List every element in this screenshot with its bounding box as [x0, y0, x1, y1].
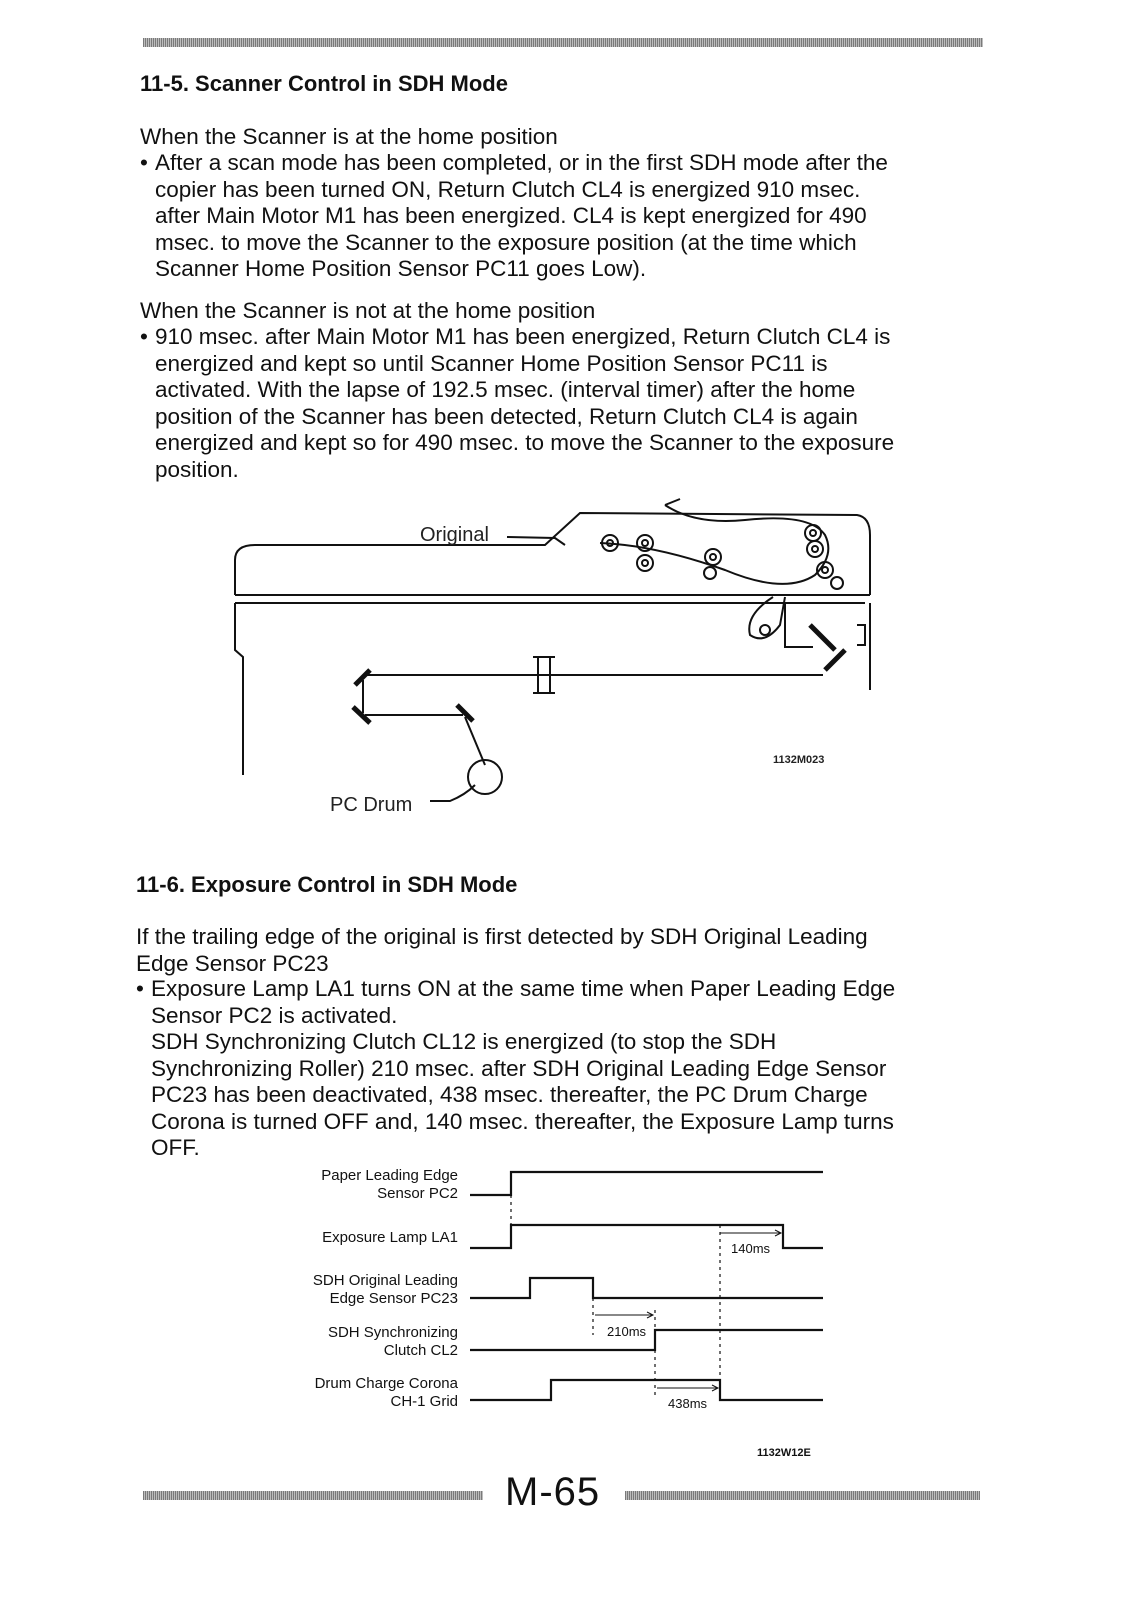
home-position-heading: When the Scanner is at the home position — [140, 124, 558, 149]
text-line: 910 msec. after Main Motor M1 has been energized, Return Clutch CL4 is — [155, 324, 891, 349]
text-line: position of the Scanner has been detected, Return Clutch CL4 is again — [155, 403, 858, 429]
text-line: CH-1 Grid — [390, 1393, 458, 1410]
text-line: Clutch CL2 — [383, 1342, 458, 1359]
signal-label-pc2 — [268, 1167, 458, 1203]
scanner-diagram — [225, 485, 885, 830]
home-position-bullet — [140, 150, 888, 283]
text-line: Edge Sensor PC23 — [136, 950, 329, 976]
exposure-bullet — [136, 976, 896, 1162]
top-rule — [143, 38, 983, 47]
text-line: msec. to move the Scanner to the exposure position (at the time which — [155, 229, 857, 255]
timing-code: 1132W12E — [757, 1447, 811, 1459]
section-title-11-6: 11-6. Exposure Control in SDH Mode — [136, 872, 518, 897]
bullet-dot: • — [140, 324, 148, 349]
text-line: position. — [155, 456, 239, 482]
text-line: Paper Leading Edge — [321, 1167, 458, 1184]
bullet-dot: • — [136, 976, 144, 1001]
text-line: Sensor PC2 is activated. — [151, 1002, 398, 1028]
text-line: SDH Synchronizing — [327, 1324, 458, 1341]
text-line: Corona is turned OFF and, 140 msec. thereafter, the Exposure Lamp turns — [151, 1108, 894, 1134]
label-pc-drum: PC Drum — [330, 794, 413, 816]
page-number: M-65 — [505, 1470, 601, 1514]
text-line: Scanner Home Position Sensor PC11 goes Low). — [155, 256, 647, 281]
figure-code: 1132M023 — [773, 754, 825, 766]
text-line: Edge Sensor PC23 — [329, 1290, 458, 1307]
text-line: Exposure Lamp LA1 — [322, 1229, 458, 1246]
text-line: Exposure Lamp LA1 turns ON at the same time when Paper Leading Edge — [151, 976, 896, 1001]
text-line: OFF. — [151, 1135, 200, 1160]
label-210ms: 210ms — [607, 1324, 647, 1339]
label-original: Original — [420, 524, 489, 546]
signal-label-pc23 — [268, 1272, 458, 1308]
exposure-intro — [136, 924, 868, 977]
timing-chart — [465, 1160, 835, 1460]
footer-rule-left — [143, 1491, 483, 1500]
text-line: energized and kept so until Scanner Home Position Sensor PC11 is — [155, 350, 828, 376]
text-line: Sensor PC2 — [377, 1185, 458, 1202]
not-home-position-bullet — [140, 324, 895, 483]
bullet-dot: • — [140, 150, 148, 175]
text-line: copier has been turned ON, Return Clutch CL4 is energized 910 msec. — [155, 176, 861, 202]
signal-label-la1 — [268, 1229, 458, 1247]
text-line: Synchronizing Roller) 210 msec. after SDH Original Leading Edge Sensor — [151, 1055, 887, 1081]
not-home-position-heading: When the Scanner is not at the home position — [140, 298, 596, 323]
signal-label-ch1 — [268, 1375, 458, 1411]
text-line: SDH Original Leading — [312, 1272, 458, 1289]
footer-rule-right — [625, 1491, 980, 1500]
text-line: SDH Synchronizing Clutch CL12 is energized (to stop the SDH — [151, 1029, 777, 1054]
text-line: Drum Charge Corona — [314, 1375, 458, 1392]
text-line: If the trailing edge of the original is first detected by SDH Original Leading — [136, 924, 868, 949]
label-438ms: 438ms — [668, 1396, 708, 1411]
section-title-11-5: 11-5. Scanner Control in SDH Mode — [140, 71, 508, 96]
text-line: After a scan mode has been completed, or in the first SDH mode after the — [155, 150, 888, 175]
text-line: energized and kept so for 490 msec. to move the Scanner to the exposure — [155, 430, 895, 455]
signal-label-cl2 — [268, 1324, 458, 1360]
text-line: PC23 has been deactivated, 438 msec. thereafter, the PC Drum Charge — [151, 1082, 868, 1107]
text-line: activated. With the lapse of 192.5 msec. (interval timer) after the home — [155, 377, 856, 402]
label-140ms: 140ms — [731, 1241, 771, 1256]
text-line: after Main Motor M1 has been energized. CL4 is kept energized for 490 — [155, 203, 867, 228]
